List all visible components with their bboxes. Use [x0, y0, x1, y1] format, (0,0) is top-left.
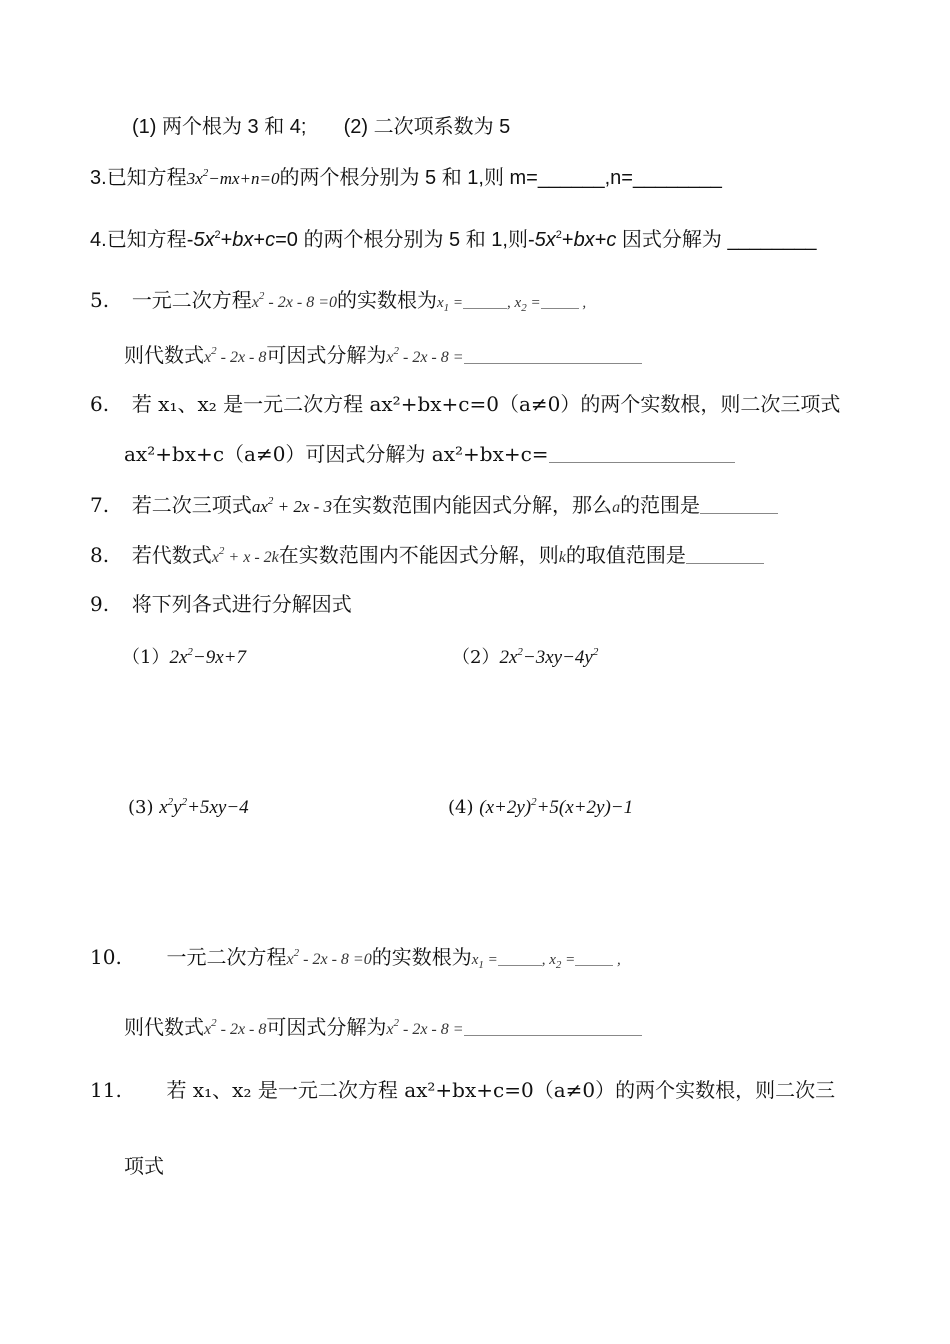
question-10-equation: $x^2 - 2x - 8 =0$: [286, 947, 372, 968]
question-4: [90, 227, 816, 253]
part-label-1: (1) 两个根为 3 和 4;: [132, 116, 307, 138]
question-10-text1: 一元二次方程: [166, 945, 287, 969]
question-9-item-1: [122, 645, 246, 671]
item-expr: $(x+2y)^2+5(x+2y)-1$: [479, 796, 634, 818]
question-8-text3: 的取值范围是: [565, 543, 686, 567]
question-3-equation: $3x^2-mx+n=0$: [186, 167, 280, 188]
question-11-line2: 项式: [124, 1154, 164, 1178]
answer-blank: [686, 545, 764, 564]
question-9-item-3: [128, 795, 249, 821]
question-5-line2-expr: $x^2 - 2x - 8$: [204, 345, 267, 366]
question-8-text1: 若代数式: [131, 543, 212, 567]
question-4-prefix: 已知方程: [106, 229, 187, 251]
question-5-equation: $x^2 - 2x - 8 =0$: [251, 290, 337, 311]
question-9-item-2: [452, 645, 598, 671]
part-label-2: (2) 二次项系数为 5: [343, 116, 511, 138]
question-7-text3: 的范围是: [620, 493, 701, 517]
item-label: （2）: [452, 647, 500, 668]
item-label: （1）: [122, 647, 170, 668]
question-10-line2-expr2: $x^2 - 2x - 8$ =: [386, 1017, 464, 1038]
question-number: 11.: [90, 1078, 122, 1102]
question-number: 10.: [90, 945, 122, 969]
answer-blank: [464, 345, 642, 364]
item-expr: $2x^2-9x+7$: [169, 646, 246, 668]
part-labels-line: [132, 114, 510, 140]
question-5-text1: 一元二次方程: [131, 288, 252, 312]
item-label: (3): [128, 797, 154, 818]
question-9: [90, 591, 352, 617]
question-4-expr: $-5x^2+bx+c$: [527, 229, 617, 251]
question-number: 4.: [90, 229, 107, 251]
answer-blank: [549, 444, 735, 463]
question-5-line2-expr2: $x^2 - 2x - 8$ =: [386, 345, 464, 366]
item-expr: $x^2y^2+5xy-4$: [159, 796, 249, 818]
question-8-text2: 在实数范围内不能因式分解，则: [278, 543, 559, 567]
question-number: 9.: [90, 592, 110, 616]
question-6-line2: ax²+bx+c（a≠0）可因式分解为 ax²+bx+c=: [124, 442, 549, 466]
question-11-line1: 若 x₁、x₂ 是一元二次方程 ax²+bx+c=0（a≠0）的两个实数根，则二次三: [166, 1078, 836, 1102]
question-7-text2: 在实数范围内能因式分解，那么: [332, 493, 613, 517]
question-number: 3.: [90, 167, 107, 189]
question-5-line2: [124, 342, 642, 371]
question-5: [90, 287, 586, 316]
question-7: [90, 492, 778, 521]
question-number: 5.: [90, 288, 110, 312]
question-3: [90, 165, 722, 192]
question-11-line2-row: [124, 1153, 164, 1179]
question-5-roots: $x_1$ = , $x_2$ = ,: [437, 295, 586, 311]
question-9-item-4: [448, 795, 633, 821]
question-5-line2-text: 可因式分解为: [266, 343, 387, 367]
question-3-prefix: 已知方程: [106, 167, 187, 189]
question-7-expr: $ax^2 + 2x - 3$: [251, 495, 333, 516]
question-10-line2-prefix: 则代数式: [124, 1015, 204, 1039]
question-11: [90, 1077, 835, 1103]
question-5-line2-prefix: 则代数式: [124, 343, 204, 367]
item-label: (4): [448, 797, 474, 818]
item-expr: $2x^2-3xy-4y^2$: [499, 646, 599, 668]
question-9-text: 将下列各式进行分解因式: [131, 592, 352, 616]
question-10-line2-expr: $x^2 - 2x - 8$: [204, 1017, 267, 1038]
question-4-middle: 的两个根分别为 5 和 1,则: [297, 229, 528, 251]
question-10-roots: $x_1$ = , $x_2$ = ,: [472, 952, 621, 968]
question-number: 8.: [90, 543, 110, 567]
question-6-line2-row: [124, 441, 735, 467]
question-8-var: k: [558, 549, 566, 566]
question-4-suffix: 因式分解为 ________: [616, 229, 817, 251]
question-10: [90, 944, 621, 973]
question-number: 6.: [90, 392, 110, 416]
question-10-text2: 的实数根为: [371, 945, 472, 969]
question-10-line2-text: 可因式分解为: [266, 1015, 387, 1039]
question-8: [90, 542, 764, 571]
question-number: 7.: [90, 493, 110, 517]
question-6: [90, 391, 840, 417]
question-3-suffix: 的两个根分别为 5 和 1,则 m=______,n=________: [279, 167, 722, 189]
question-5-text2: 的实数根为: [336, 288, 437, 312]
question-4-equation: $-5x^2+bx+c=0$: [186, 229, 298, 251]
question-6-line1: 若 x₁、x₂ 是一元二次方程 ax²+bx+c=0（a≠0）的两个实数根，则二次三项式: [131, 392, 841, 416]
question-7-var: a: [612, 499, 621, 516]
answer-blank: [700, 495, 778, 514]
question-7-text1: 若二次三项式: [131, 493, 252, 517]
question-8-expr: $x^2 + x - 2k$: [211, 545, 279, 566]
answer-blank: [464, 1017, 642, 1036]
question-10-line2: [124, 1014, 642, 1043]
